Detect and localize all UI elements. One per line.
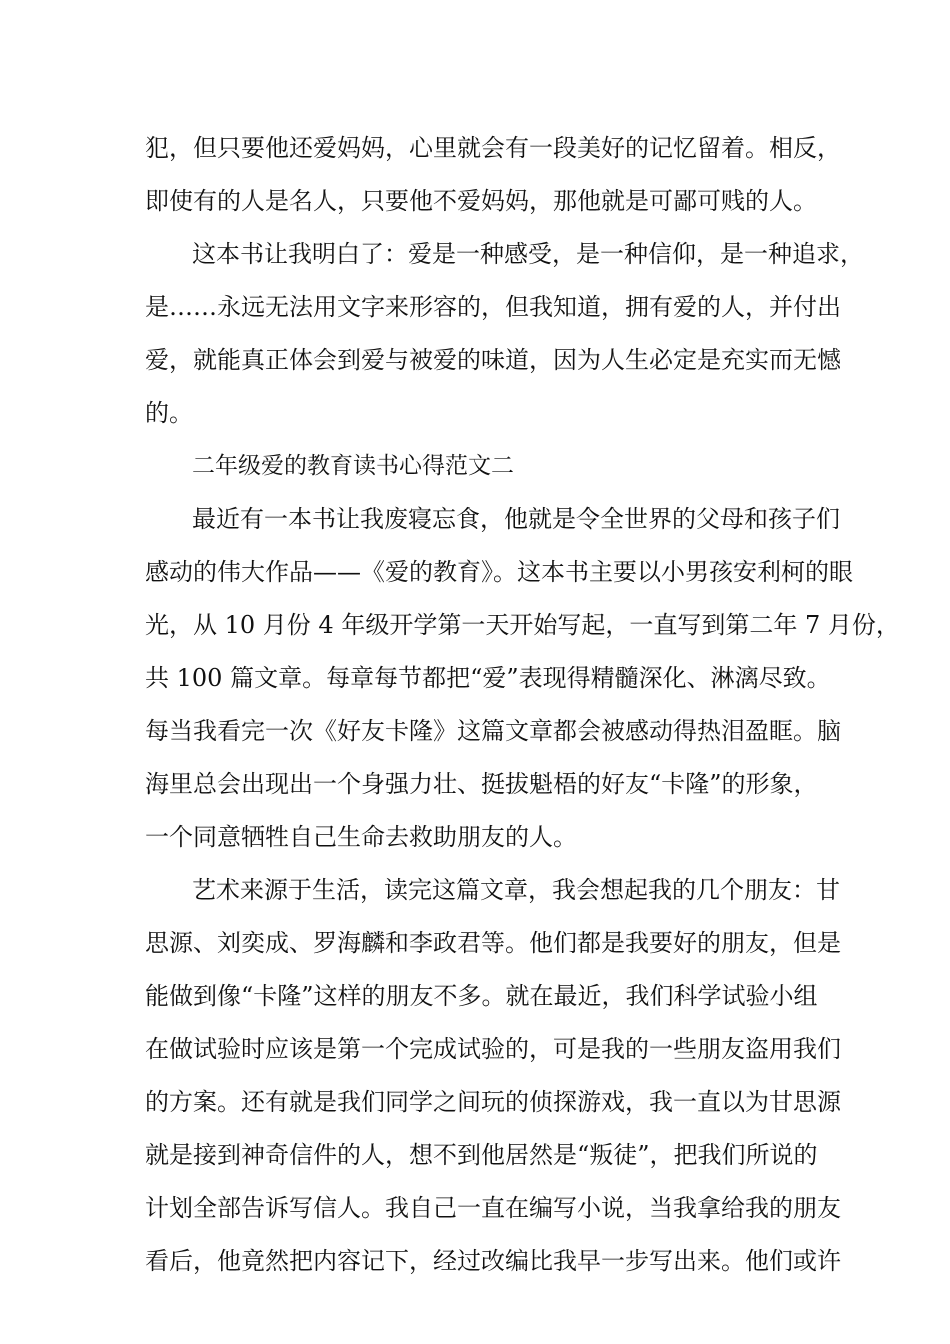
text-line: 的方案。还有就是我们同学之间玩的侦探游戏，我一直以为甘思源	[145, 1088, 841, 1116]
text-line: 共 100 篇文章。每章每节都把“爱”表现得精髓深化、淋漓尽致。	[145, 664, 831, 692]
text-line: 的。	[145, 399, 193, 427]
text-line: 光，从 10 月份 4 年级开学第一天开始写起，一直写到第二年 7 月份，	[145, 611, 900, 639]
text-line: 就是接到神奇信件的人，想不到他居然是“叛徒”，把我们所说的	[145, 1141, 818, 1169]
text-line: 每当我看完一次《好友卡隆》这篇文章都会被感动得热泪盈眶。脑	[145, 717, 841, 745]
text-line: 感动的伟大作品——《爱的教育》。这本书主要以小男孩安利柯的眼	[145, 558, 853, 586]
text-line: 最近有一本书让我废寝忘食，他就是令全世界的父母和孩子们	[192, 505, 840, 533]
section-heading: 二年级爱的教育读书心得范文二	[192, 453, 514, 479]
text-line: 在做试验时应该是第一个完成试验的，可是我的一些朋友盗用我们	[145, 1035, 841, 1063]
text-line: 是……永远无法用文字来形容的，但我知道，拥有爱的人，并付出	[145, 293, 841, 321]
text-line: 即使有的人是名人，只要他不爱妈妈，那他就是可鄙可贱的人。	[145, 187, 817, 215]
text-line: 一个同意牺牲自己生命去救助朋友的人。	[145, 823, 577, 851]
text-line: 计划全部告诉写信人。我自己一直在编写小说，当我拿给我的朋友	[145, 1194, 841, 1222]
text-line: 海里总会出现出一个身强力壮、挺拔魁梧的好友“卡隆”的形象，	[145, 770, 818, 798]
text-line: 艺术来源于生活，读完这篇文章，我会想起我的几个朋友：甘	[192, 876, 840, 904]
text-line: 能做到像“卡隆”这样的朋友不多。就在最近，我们科学试验小组	[145, 982, 818, 1010]
text-line: 犯，但只要他还爱妈妈，心里就会有一段美好的记忆留着。相反，	[145, 134, 841, 162]
text-line: 这本书让我明白了：爱是一种感受，是一种信仰，是一种追求，	[192, 240, 864, 268]
text-line: 看后，他竟然把内容记下，经过改编比我早一步写出来。他们或许	[145, 1247, 841, 1275]
text-line: 爱，就能真正体会到爱与被爱的味道，因为人生必定是充实而无憾	[145, 346, 841, 374]
text-line: 思源、刘奕成、罗海麟和李政君等。他们都是我要好的朋友，但是	[145, 929, 841, 957]
